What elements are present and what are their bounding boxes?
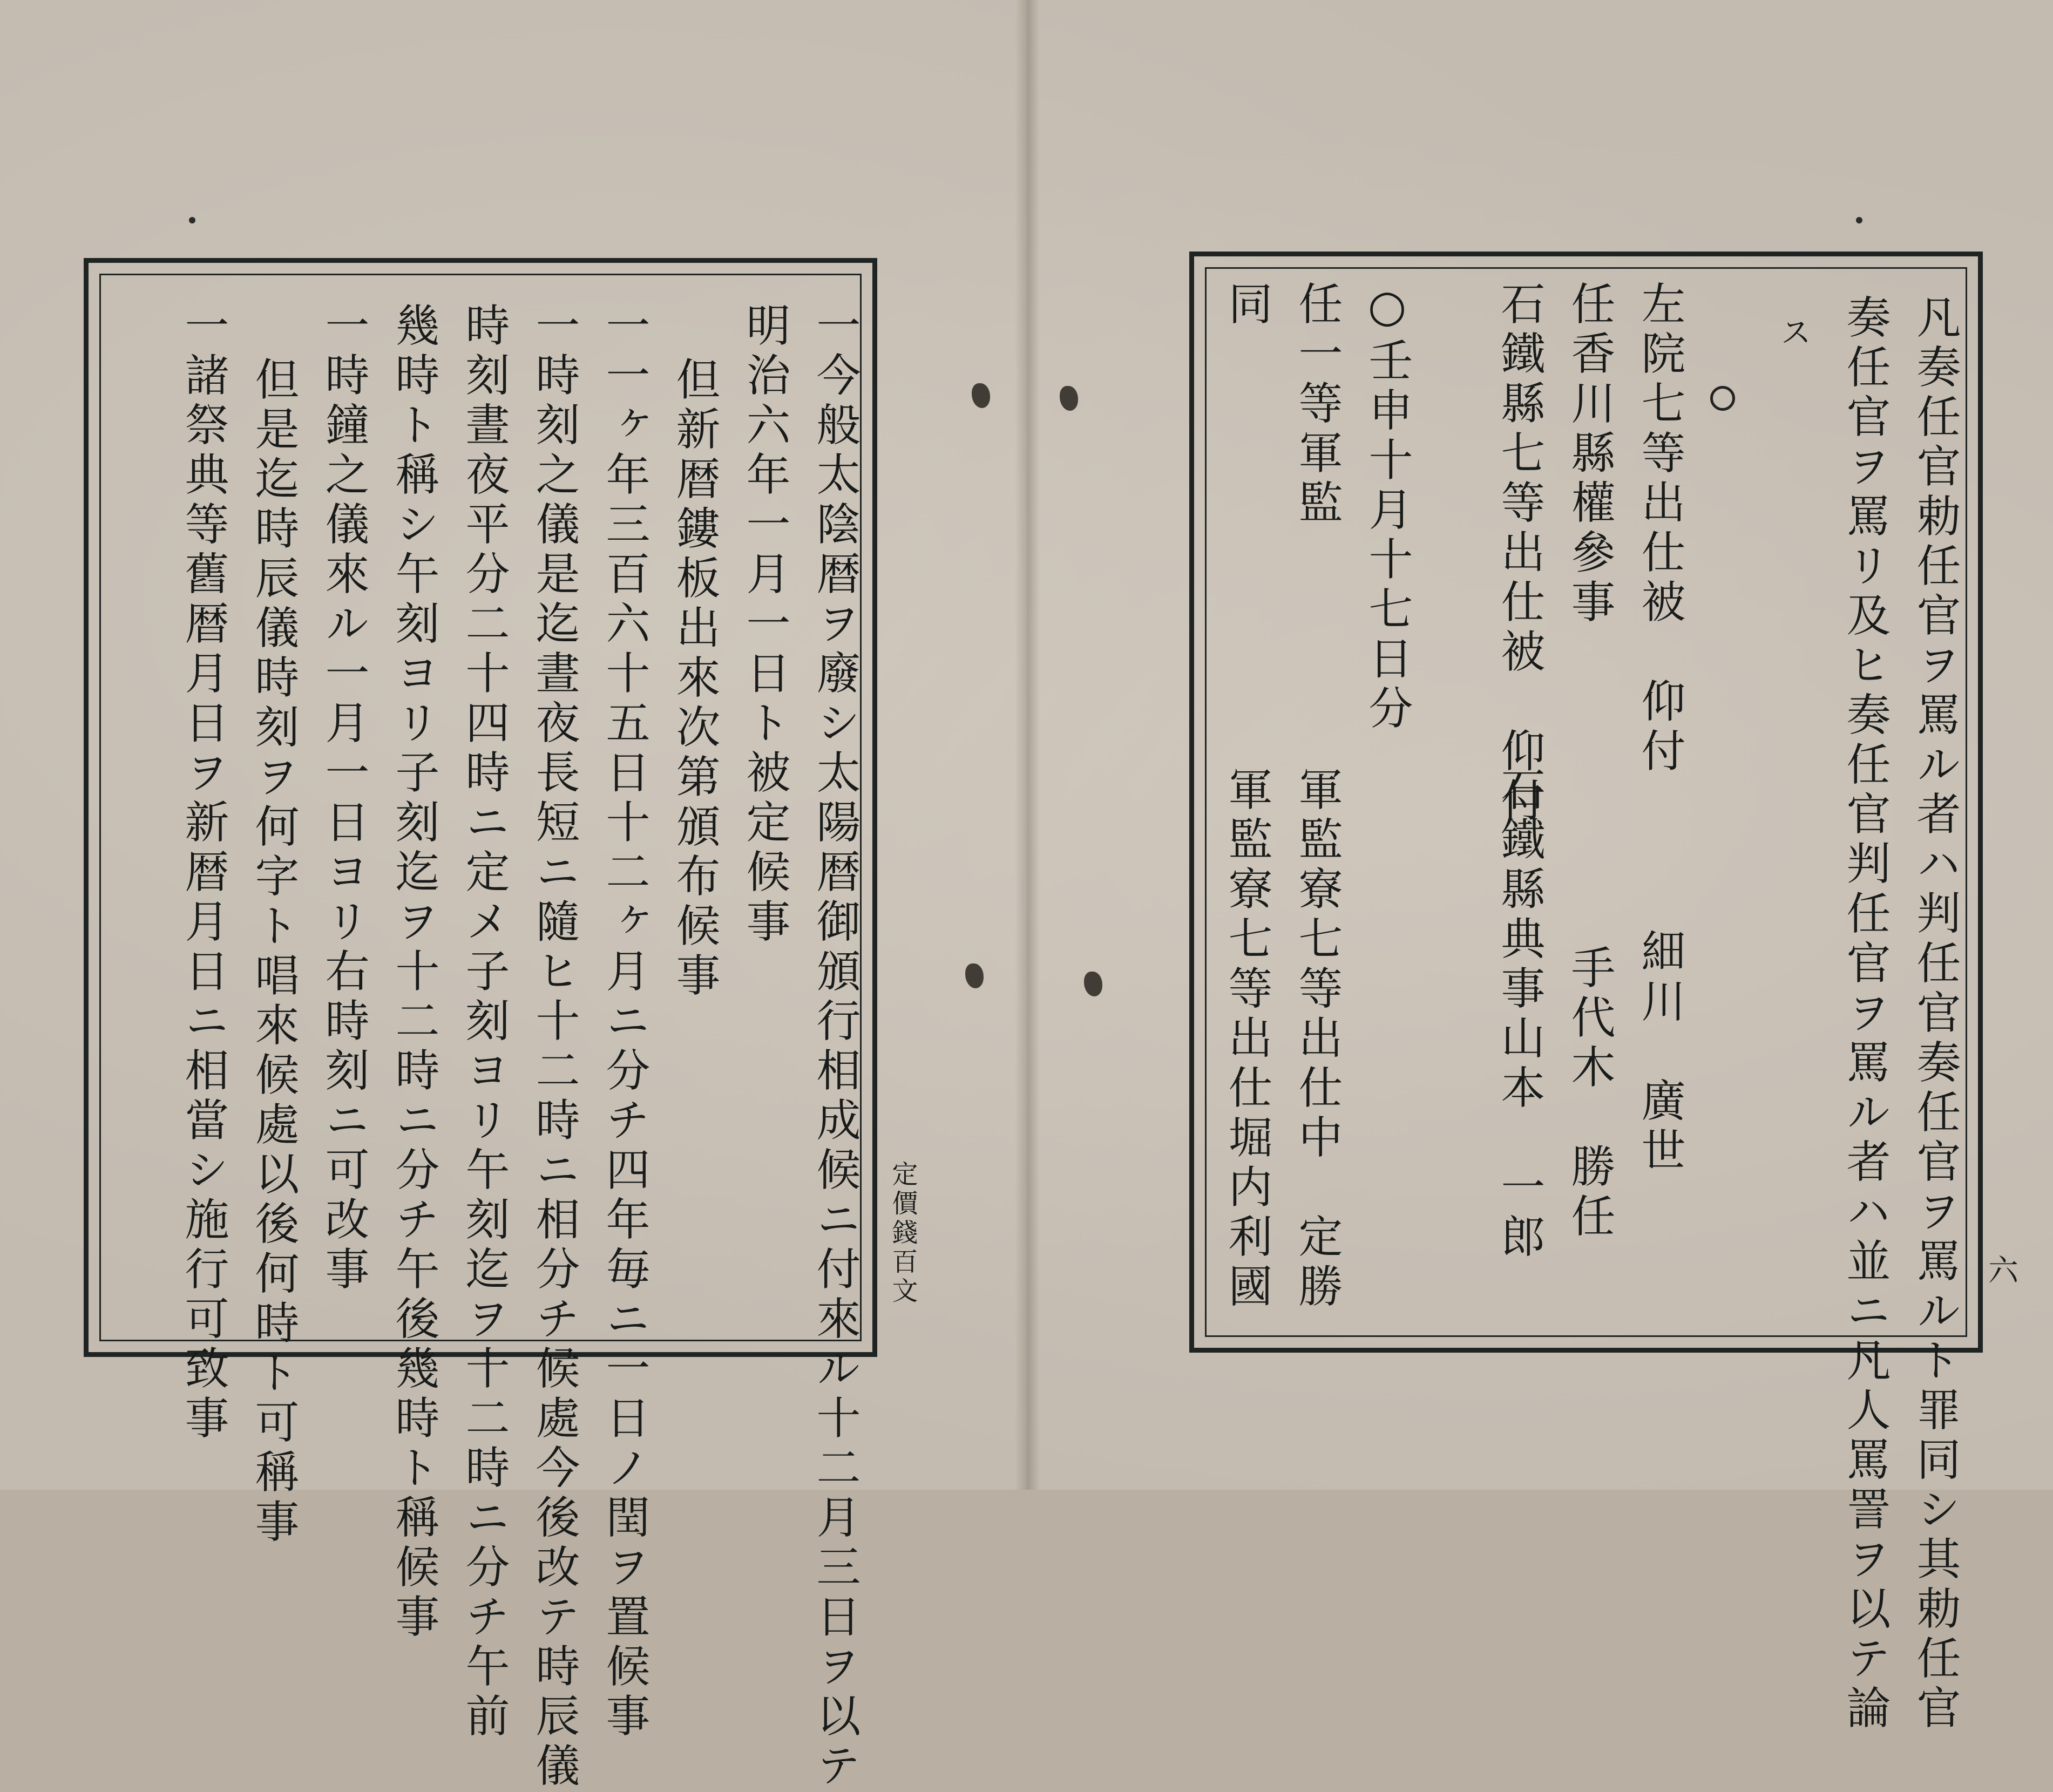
right-text-line-3: ス — [1775, 316, 1812, 351]
left-line-2: 明治六年一月一日ト被定候事 — [739, 302, 790, 948]
appointment-1-title: 左院七等出仕被 仰付 — [1634, 281, 1685, 777]
appointment-4-title: 任一等軍監 — [1291, 281, 1343, 529]
price-label: 定價錢百文 — [887, 1160, 918, 1306]
left-line-10: 一諸祭典等舊暦月日ヲ新暦月日ニ相當シ施行可致事 — [178, 302, 229, 1444]
appointment-3-title: 石鐵縣七等出仕被 仰付 — [1494, 281, 1545, 827]
section-circle-mark — [1710, 386, 1735, 411]
right-text-line-2: 奏任官ヲ罵リ及ヒ奏任官判任官ヲ罵ル者ハ並ニ凡人罵詈ヲ以テ論 — [1839, 294, 1891, 1734]
appointment-4-name: 軍監寮七等出仕中 定勝 — [1291, 766, 1343, 1313]
binding-hole — [972, 383, 990, 408]
appointment-5-name: 軍監寮七等出仕堀内利國 — [1221, 766, 1272, 1313]
appointment-5-title: 同 — [1221, 281, 1272, 330]
left-line-9: 但是迄時辰儀時刻ヲ何字ト唱來候處以後何時ト可稱事 — [248, 356, 299, 1548]
left-line-4: 一一ヶ年三百六十五日十二ヶ月ニ分チ四年毎ニ一日ノ閏ヲ置候事 — [599, 302, 650, 1742]
left-line-6: 時刻晝夜平分二十四時ニ定メ子刻ヨリ午刻迄ヲ十二時ニ分チ午前 — [458, 302, 510, 1742]
appointment-2-name: 手代木 勝任 — [1564, 945, 1615, 1243]
page-number: 六 — [1988, 1253, 2018, 1288]
date-line: ○壬申十月十七日分 — [1361, 281, 1413, 735]
left-line-1: 一今般太陰暦ヲ廢シ太陽暦御頒行相成候ニ付來ル十二月三日ヲ以テ — [809, 302, 861, 1792]
appointment-3-name: 石鐵縣典事山本 一郎 — [1494, 766, 1545, 1263]
left-line-8: 一時鐘之儀來ル一月一日ヨリ右時刻ニ可改事 — [318, 302, 369, 1295]
left-line-5: 一時刻之儀是迄晝夜長短ニ隨ヒ十二時ニ相分チ候處今後改テ時辰儀 — [529, 302, 580, 1792]
right-text-line-1: 凡奏任官勅任官ヲ罵ル者ハ判任官奏任官ヲ罵ルト罪同シ其勅任官 — [1909, 294, 1961, 1734]
left-line-7: 幾時ト稱シ午刻ヨリ子刻迄ヲ十二時ニ分チ午後幾時ト稱候事 — [388, 302, 439, 1643]
page-dot — [1856, 217, 1862, 223]
binding-hole — [965, 963, 984, 988]
right-page — [1027, 0, 2053, 1734]
left-line-3: 但新暦鏤板出來次第頒布候事 — [669, 356, 720, 1002]
appointment-2-title: 任香川縣權參事 — [1564, 281, 1615, 628]
binding-hole — [1084, 972, 1102, 996]
appointment-1-name: 細川 廣世 — [1634, 928, 1685, 1177]
binding-hole — [1060, 386, 1078, 411]
page-dot — [189, 217, 195, 223]
